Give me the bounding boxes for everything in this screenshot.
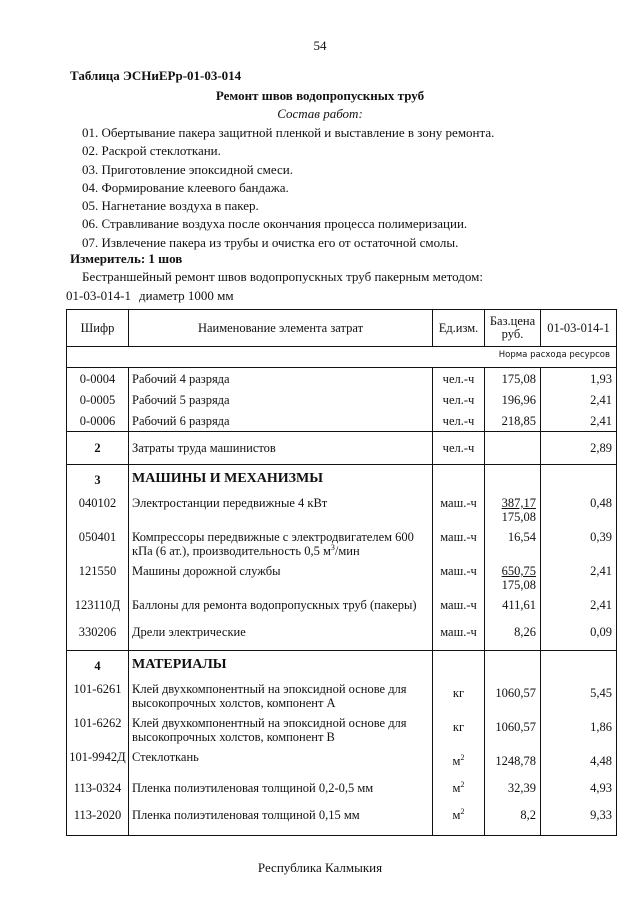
cell-norm: 9,33 [541, 798, 617, 836]
cell-code: 0-0004 [67, 368, 129, 390]
cell-code: 113-0324 [67, 771, 129, 798]
cell-unit: чел.-ч [433, 410, 485, 432]
cell-unit: маш.-ч [433, 526, 485, 560]
cell-price: 1248,78 [485, 746, 541, 771]
cell-unit: маш.-ч [433, 560, 485, 594]
cell-name: Машины дорожной службы [129, 560, 433, 594]
method-description: Бестраншейный ремонт швов водопропускных труб пакерным методом: [82, 269, 483, 284]
table-row [67, 746, 617, 771]
cell-price: 8,26 [485, 615, 541, 651]
cell-norm: 2,41 [541, 389, 617, 410]
cell-unit: $м^2$ [433, 746, 485, 771]
cell-price: 175,08 [485, 368, 541, 390]
cell-norm: 2,41 [541, 560, 617, 594]
cell-name: Клей двухкомпонентный на эпоксидной основе для высокопрочных холстов, компонент А [129, 678, 433, 712]
cell-name: Дрели электрические [129, 615, 433, 651]
price-value: 650,75 [501, 564, 536, 578]
header-name: Наименование элемента затрат [129, 310, 433, 347]
section-title: МАТЕРИАЛЫ [129, 651, 433, 679]
cell-norm: 5,45 [541, 678, 617, 712]
operations-list [82, 124, 494, 252]
document-title: Ремонт швов водопропускных труб [215, 88, 425, 103]
cell-name: Пленка полиэтиленовая толщиной 0,2-0,5 мм [129, 771, 433, 798]
cell-price: 32,39 [485, 771, 541, 798]
norm-caption-row [67, 347, 617, 368]
cell-name: Стеклоткань [129, 746, 433, 771]
table-row [67, 492, 617, 526]
table-row [67, 410, 617, 432]
cell-norm: 1,93 [541, 368, 617, 390]
table-header-row [67, 310, 617, 347]
cell-norm: 2,41 [541, 410, 617, 432]
operation-item: 06. Стравливание воздуха после окончания процесса полимеризации. [82, 216, 468, 232]
header-unit: Ед.изм. [433, 310, 485, 347]
cell-norm: 0,48 [541, 492, 617, 526]
operation-item: 02. Раскрой стеклоткани. [82, 143, 221, 159]
resource-table [66, 309, 617, 836]
table-name: Таблица ЭСНиЕРр-01-03-014 [70, 68, 242, 83]
operation-item: 07. Извлечение пакера из трубы и очистка его от остаточной смолы. [82, 234, 459, 250]
norm-code-line [66, 288, 234, 304]
cell-code: 101-6261 [67, 678, 129, 712]
operation-item: 04. Формирование клеевого бандажа. [82, 179, 289, 195]
section-row [67, 465, 617, 493]
cell-norm: 0,39 [541, 526, 617, 560]
cell-price: 196,96 [485, 389, 541, 410]
cell-code: 330206 [67, 615, 129, 651]
cell-price: 1060,57 [485, 712, 541, 746]
cell-price [485, 492, 541, 526]
measure-unit: Измеритель: 1 шов [70, 251, 183, 266]
table-row [67, 771, 617, 798]
cell-code: 113-2020 [67, 798, 129, 836]
cell-name: Рабочий 4 разряда [129, 368, 433, 390]
table-row [67, 615, 617, 651]
cell-norm: 2,89 [541, 432, 617, 465]
cell-name: Рабочий 6 разряда [129, 410, 433, 432]
cell-unit: маш.-ч [433, 594, 485, 615]
table-row [67, 432, 617, 465]
table-row [67, 368, 617, 390]
cell-norm: 0,09 [541, 615, 617, 651]
table-row [67, 798, 617, 836]
cell-name: Компрессоры передвижные с электродвигателем 600 кПа (6 ат.), производительность 0,5 $м^3$/мин [129, 526, 433, 560]
cell-norm: 4,93 [541, 771, 617, 798]
cell-code: 101-6262 [67, 712, 129, 746]
header-code: Шифр [67, 310, 129, 347]
norm-code: 01-03-014-1 [66, 288, 131, 303]
header-norm: 01-03-014-1 [541, 310, 617, 347]
footer-region: Республика Калмыкия [257, 860, 383, 875]
cell-unit: маш.-ч [433, 492, 485, 526]
cell-price [485, 432, 541, 465]
page-number: 54 [313, 38, 327, 53]
cell-code: 121550 [67, 560, 129, 594]
cell-code: 040102 [67, 492, 129, 526]
cell-code: 050401 [67, 526, 129, 560]
section-row [67, 651, 617, 679]
table-row [67, 526, 617, 560]
operation-item: 03. Приготовление эпоксидной смеси. [82, 161, 293, 177]
cell-unit: чел.-ч [433, 389, 485, 410]
cell-name: Клей двухкомпонентный на эпоксидной основе для высокопрочных холстов, компонент В [129, 712, 433, 746]
cell-code: 0-0005 [67, 389, 129, 410]
cell-name: Пленка полиэтиленовая толщиной 0,15 мм [129, 798, 433, 836]
cell-code: 123110Д [67, 594, 129, 615]
section-number: 4 [67, 651, 129, 679]
price-value-secondary: 175,08 [501, 578, 536, 592]
price-value-secondary: 175,08 [501, 510, 536, 524]
cell-price [485, 560, 541, 594]
operation-item: 05. Нагнетание воздуха в пакер. [82, 198, 259, 214]
section-title: МАШИНЫ И МЕХАНИЗМЫ [129, 465, 433, 493]
cell-code: 2 [67, 432, 129, 465]
operation-item: 01. Обертывание пакера защитной пленкой и выставление в зону ремонта. [82, 125, 495, 140]
table-row [67, 560, 617, 594]
cell-price: 8,2 [485, 798, 541, 836]
cell-price: 1060,57 [485, 678, 541, 712]
header-price: Баз.цена руб. [485, 310, 541, 347]
cell-code: 101-9942Д [67, 746, 129, 771]
cell-norm: 1,86 [541, 712, 617, 746]
cell-unit: чел.-ч [433, 432, 485, 465]
cell-unit: чел.-ч [433, 368, 485, 390]
norm-caption: Норма расхода ресурсов [67, 347, 617, 368]
cell-name: Затраты труда машинистов [129, 432, 433, 465]
cell-name: Электростанции передвижные 4 кВт [129, 492, 433, 526]
cell-name: Рабочий 5 разряда [129, 389, 433, 410]
table-row [67, 594, 617, 615]
cell-unit: кг [433, 678, 485, 712]
cell-name: Баллоны для ремонта водопропускных труб (пакеры) [129, 594, 433, 615]
cell-price: 218,85 [485, 410, 541, 432]
cell-norm: 4,48 [541, 746, 617, 771]
table-row [67, 712, 617, 746]
work-composition-heading: Состав работ: [277, 106, 363, 121]
table-row [67, 389, 617, 410]
cell-norm: 2,41 [541, 594, 617, 615]
cell-unit: маш.-ч [433, 615, 485, 651]
price-value: 387,17 [501, 496, 536, 510]
cell-price: 16,54 [485, 526, 541, 560]
cell-code: 0-0006 [67, 410, 129, 432]
cell-unit: $м^2$ [433, 771, 485, 798]
norm-code-label: диаметр 1000 мм [139, 288, 234, 303]
cell-price: 411,61 [485, 594, 541, 615]
section-number: 3 [67, 465, 129, 493]
table-row [67, 678, 617, 712]
cell-unit: $м^2$ [433, 798, 485, 836]
cell-unit: кг [433, 712, 485, 746]
